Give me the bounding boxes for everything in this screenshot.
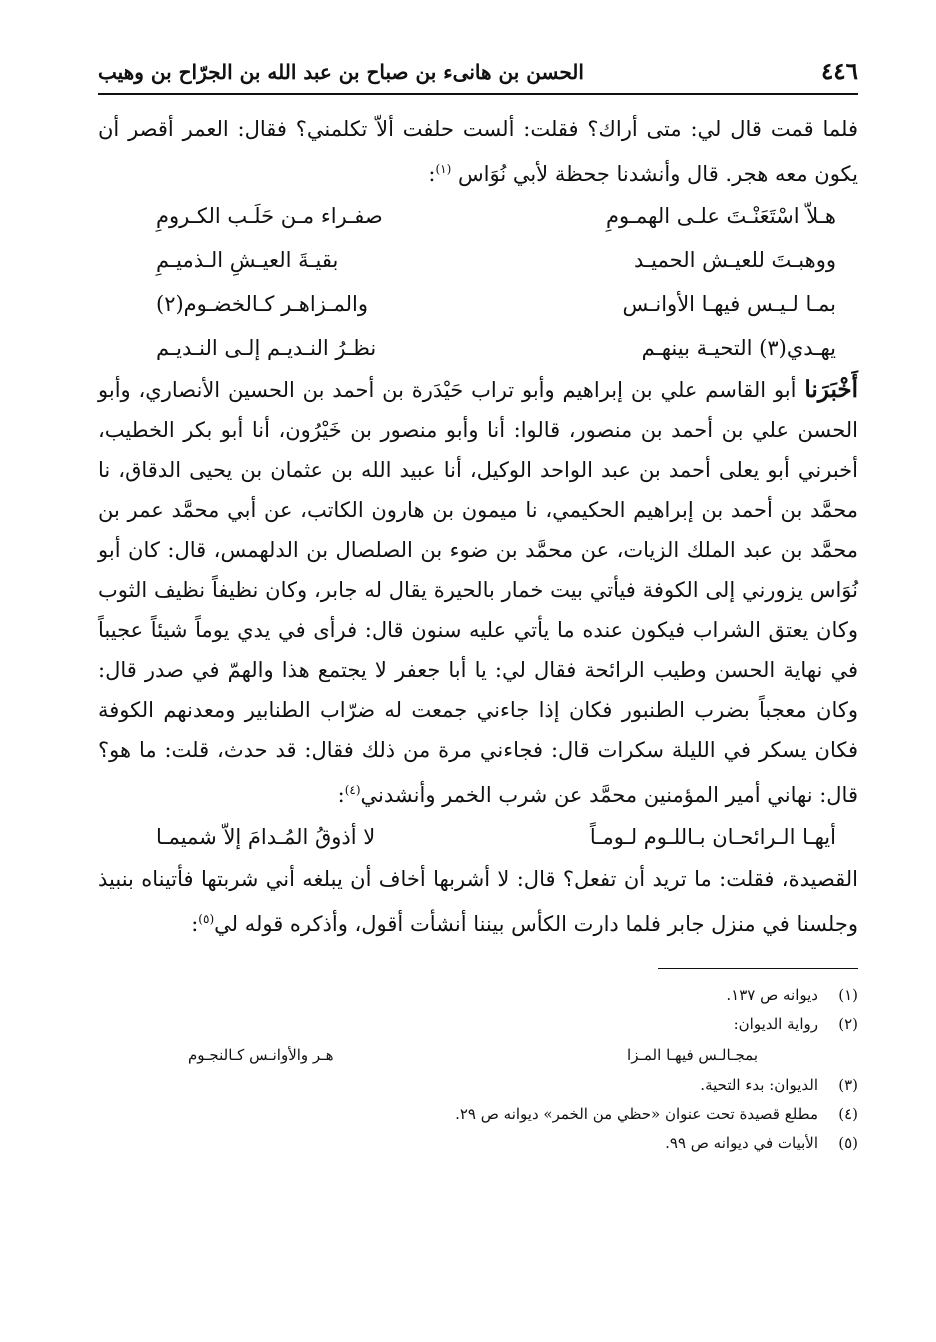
verse-line bbox=[98, 238, 858, 282]
footnote-ref-4: (٤) bbox=[344, 783, 361, 797]
hemistich-second: نظـرُ النـديـم إلـى النـديـم bbox=[156, 336, 377, 360]
header-rule bbox=[98, 93, 858, 95]
footnote-number: (٥) bbox=[838, 1134, 858, 1152]
paragraph-3-text: القصيدة، فقلت: ما تريد أن تفعل؟ قال: لا أشربها أخاف أن يبلغه أني شربتها فأتيناه بنبيذ وجلسنا في منزل جابر فلما دارت الكأس بيننا أنشأت أقول، وأذكره قوله لي bbox=[98, 867, 858, 936]
verse-line bbox=[98, 282, 858, 326]
paragraph-1-text: فلما قمت قال لي: متى أراك؟ فقلت: ألست حلفت ألاّ تكلمني؟ فقال: العمر أقصر أن يكون معه هجر. قال وأنشدنا جحظة لأبي نُوَاس bbox=[98, 117, 858, 186]
footnote-text: الديوان: بدء التحية. bbox=[700, 1076, 818, 1094]
footnote bbox=[98, 1071, 858, 1100]
running-title: الحسن بن هانىء بن صباح بن عبد الله بن الجرّاح بن وهيب bbox=[98, 60, 584, 84]
footnote-text: مطلع قصيدة تحت عنوان «حظي من الخمر» ديوانه ص ٢٩. bbox=[455, 1105, 818, 1123]
footnote-number: (٢) bbox=[838, 1015, 858, 1033]
running-header bbox=[98, 58, 858, 93]
footnote-verse bbox=[98, 1039, 858, 1071]
footnote-text: الأبيات في ديوانه ص ٩٩. bbox=[665, 1134, 818, 1152]
hemistich-first: هـلاّ اسْتَعَنْـتَ علـى الهمـومِ bbox=[606, 204, 836, 228]
footnote-ref-5: (٥) bbox=[198, 912, 215, 926]
verse-line bbox=[98, 194, 858, 238]
hemistich-second: لا أذوقُ المُـدامَ إلاّ شميمـا bbox=[156, 825, 376, 849]
paragraph-3 bbox=[98, 859, 858, 944]
footnote-number: (٤) bbox=[838, 1105, 858, 1123]
hemistich-first: بمـا لـيـس فيهـا الأوانـس bbox=[622, 292, 836, 316]
footnote-text: ديوانه ص ١٣٧. bbox=[726, 986, 818, 1004]
hemistich-second: هـر والأوانـس كـالنجـوم bbox=[188, 1046, 334, 1064]
footnote bbox=[98, 1129, 858, 1158]
paragraph-2-colon: : bbox=[337, 783, 345, 807]
hemistich-first: يهـدي(٣) التحيـة بينهـم bbox=[641, 336, 836, 360]
paragraph-2-text: أبو القاسم علي بن إبراهيم وأبو تراب حَيْدَرة بن أحمد بن الحسين الأنصاري، وأبو الحسن علي بن أحمد بن منصور، قالوا: أنا وأبو منصور بن خَيْرُون، أنا أبو بكر الخطيب، أخبرني أبو يعلى أحمد بن عبد الواحد الوكيل، أنا عبيد الله بن عثمان بن يحيى الدقاق، نا محمَّد بن أحمد بن إبراهيم الحكيمي، نا ميمون بن هارون الكاتب، عن أبي محمَّد عمر بن محمَّد بن عبد الملك الزيات، عن محمَّد بن ضوء بن الصلصال بن الدلهمس، قال: كان أبو نُوَاس يزورني إلى الكوفة فيأتي بيت خمار بالحيرة يقال له جابر، وكان نظيفاً نظيف الثوب وكان يعتق الشراب فيكون عنده ما يأتي عليه سنون قال: فرأى في يدي يوماً شيئاً عجيباً في نهاية الحسن وطيب الرائحة فقال لي: يا أبا جعفر لا يجتمع هذا والهمّ في صدر قال: وكان معجباً بضرب الطنبور فكان إذا جاءني جمعت له ضرّاب الطنابير ومعدنهم الكوفة فكان يسكر في الليلة سكرات قال: فجاءني مرة من ذلك فقال: قد حدث، قلت: ما هو؟ قال: نهاني أمير المؤمنين محمَّد عن شرب الخمر وأنشدني bbox=[98, 378, 858, 807]
paragraph-1-colon: : bbox=[428, 162, 436, 186]
hemistich-second: والمـزاهـر كـالخضـوم(٢) bbox=[156, 292, 368, 316]
hemistich-second: صفـراء مـن حَلَـب الكـرومِ bbox=[156, 204, 383, 228]
paragraph-1 bbox=[98, 109, 858, 194]
book-page bbox=[98, 58, 858, 1158]
footnote bbox=[98, 981, 858, 1010]
verse-line bbox=[98, 326, 858, 370]
poem-2-verse bbox=[98, 815, 858, 859]
paragraph-3-colon: : bbox=[191, 912, 199, 936]
hemistich-second: بقيـةَ العيـشِ الـذميـمِ bbox=[156, 248, 339, 272]
footnotes bbox=[98, 981, 858, 1158]
footnote-ref-1: (١) bbox=[435, 162, 452, 176]
page-number: ٤٤٦ bbox=[820, 58, 858, 85]
footnote-rule bbox=[658, 968, 858, 969]
hemistich-first: ووهبـتَ للعيـش الحميـد bbox=[633, 248, 836, 272]
footnote bbox=[98, 1100, 858, 1129]
footnote-number: (٣) bbox=[838, 1076, 858, 1094]
footnote-text: رواية الديوان: bbox=[733, 1015, 818, 1033]
poem-1 bbox=[98, 194, 858, 370]
paragraph-2-lead: أَخْبَرَنا bbox=[804, 376, 858, 403]
footnote bbox=[98, 1010, 858, 1039]
hemistich-first: بمجـالـس فيهـا المـزا bbox=[627, 1046, 758, 1064]
footnote-number: (١) bbox=[838, 986, 858, 1004]
hemistich-first: أيهـا الـرائحـان بـاللـوم لـومـاً bbox=[589, 825, 836, 849]
paragraph-2 bbox=[98, 370, 858, 815]
